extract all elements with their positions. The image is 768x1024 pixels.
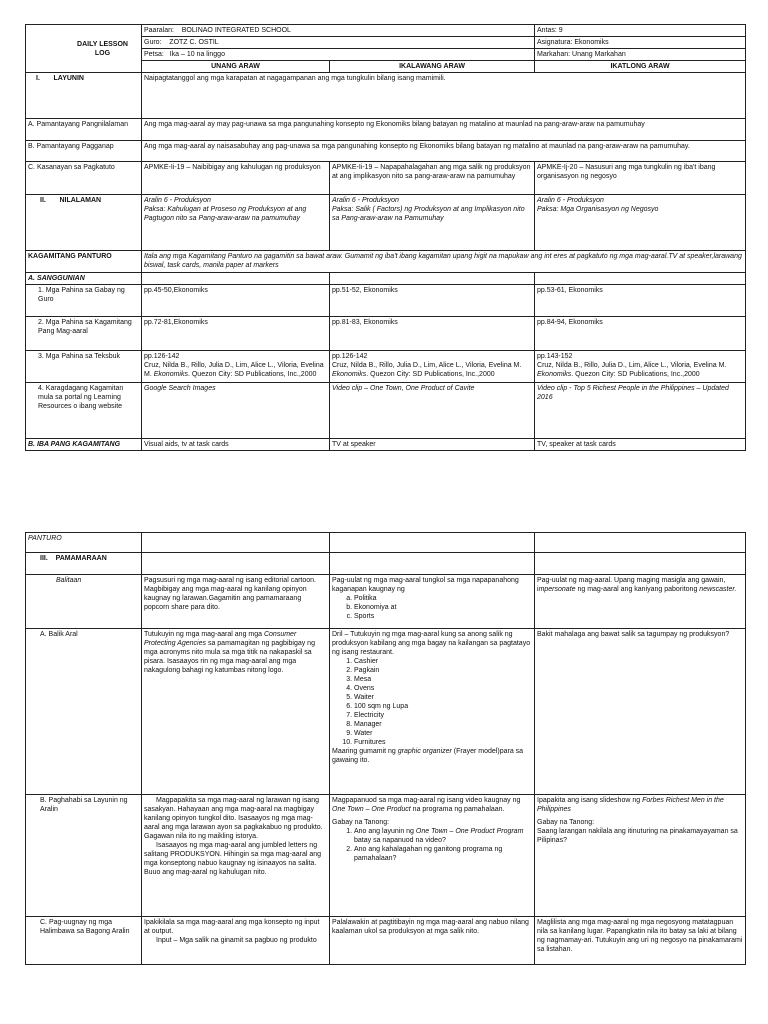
text-run: Tutukuyin ng mga mag-aaral ang mga (144, 631, 264, 638)
empty-cell (330, 273, 535, 285)
balitaan-label: Balitaan (26, 575, 142, 629)
std-performance-label: B. Pamantayang Pagganap (26, 141, 142, 162)
empty-cell (330, 533, 535, 553)
pag-uugnay-day2: Palalawakin at pagtitibayin ng mga mag-aaral ang nabuo nilang kaalaman ukol sa produksyon at mga salik nito. (330, 917, 535, 965)
objectives-text: Naipagtatanggol ang mga karapatan at nagagampanan ang mga tungkulin bilang isang mamimili. (142, 73, 746, 119)
text-run: graphic organizer (397, 748, 452, 755)
pag-uugnay-day1-input: Input – Mga salik na ginamit sa pagbuo ng produkto (156, 937, 317, 944)
std-content-text: Ang mga mag-aaral ay may pag-unawa sa mga pangunahing konsepto ng Ekonomiks bilang batayan ng matalino at maunlad na pang-araw-araw na pamumuhay (142, 119, 746, 141)
empty-cell (330, 553, 535, 575)
dll-title-line1: DAILY LESSON (77, 40, 128, 48)
content-day3-topic: Paksa: Mga Organisasyon ng Negosyo (537, 206, 659, 213)
empty-cell (142, 553, 330, 575)
balitaan-day2-list (332, 594, 532, 621)
paghahabi-day3-guide: Gabay na Tanong: (537, 819, 595, 826)
list-item: c. Sports (354, 612, 532, 621)
text-run: Pag-uulat ng mag-aaral. Upang maging masigla ang gawain, i (537, 577, 726, 593)
empty-cell (142, 533, 330, 553)
list-item: 9. Water (354, 729, 532, 738)
list-item: b. Ekonomiya at (354, 603, 532, 612)
textbook-day1 (142, 351, 330, 383)
textbook-day2-citation (332, 361, 532, 379)
references-label: A. SANGGUNIAN (26, 273, 142, 285)
learner-pages-label: 2. Mga Pahina sa Kagamitang Pang Mag-aaral (26, 317, 142, 351)
list-item: 5. Waiter (354, 693, 532, 702)
text-run: mpersonate (538, 586, 576, 593)
content-day3 (535, 195, 746, 251)
school-value: BOLINAO INTEGRATED SCHOOL (181, 27, 291, 34)
text-run: One Town – One Product Program (415, 828, 524, 835)
pag-uugnay-day1-text: Ipakikilala sa mga mag-aaral ang mga konsepto ng input at output. (144, 919, 320, 935)
text-run: Ipapakita ang isang slideshow ng (537, 797, 643, 804)
empty-cell (535, 533, 746, 553)
lesson-log-table-page2 (25, 532, 746, 965)
textbook-day2 (330, 351, 535, 383)
citation-authors: Cruz, Nilda B., Rillo, Julia D., Lim, Alice L., Viloria, Evelina M. (332, 362, 522, 369)
list-item: 8. Manager (354, 720, 532, 729)
teacher-value: ZOTZ C. OSTIL (169, 39, 219, 46)
paghahabi-day1-p2: Isasaayos ng mga mag-aaral ang jumbled letters ng salitang PRODUKSYON. Hihingin sa mga mag-aaral ang mga konseptong nabuo kaugnay ng isinaayos na salita. Buuo ang mag-aaral ng kahulugan nito. (144, 842, 322, 876)
list-item: 3. Mesa (354, 675, 532, 684)
guide-pages-day2: pp.51-52, Ekonomiks (330, 285, 535, 317)
teacher-label: Guro: (144, 39, 162, 46)
objectives-label: LAYUNIN (53, 75, 84, 82)
content-day3-lesson: Aralin 6 - Produksyon (537, 197, 604, 204)
list-item (354, 827, 532, 845)
pag-uugnay-day1 (142, 917, 330, 965)
list-item: 4. Ovens (354, 684, 532, 693)
list-item: a. Politika (354, 594, 532, 603)
content-day2 (330, 195, 535, 251)
content-day2-lesson: Aralin 6 - Produksyon (332, 197, 399, 204)
content-day1-topic: Paksa: Kahulugan at Proseso ng Produksyon at ang Pagtugon nito sa Pang-araw-araw na pamumuhay (144, 206, 307, 222)
objectives-label-cell (26, 73, 142, 119)
pag-uugnay-day3: Maglilista ang mga mag-aaral ng mga negosyong matatagpuan nila sa kanilang lugar. Papangkatin nila ito batay sa laki at bilang ng nagmamay-ari. Tutukuyin ang uri ng negosyo na pinakamarami sa listahan. (535, 917, 746, 965)
competency-day3: APMKE-Ij-20 – Nasusuri ang mga tungkulin ng iba't ibang organisasyon ng negosyo (535, 162, 746, 195)
school-label: Paaralan: (144, 27, 174, 34)
list-item: 2. Pagkain (354, 666, 532, 675)
guide-pages-label: 1. Mga Pahina sa Gabay ng Guro (26, 285, 142, 317)
panturo-label: PANTURO (26, 533, 142, 553)
balik-aral-day2-note (332, 747, 532, 765)
list-item: 1. Cashier (354, 657, 532, 666)
date-label: Petsa: (144, 51, 164, 58)
lr-portal-day1: Google Search Images (142, 383, 330, 439)
guide-pages-day1: pp.45-50,Ekonomiks (142, 285, 330, 317)
day1-header: UNANG ARAW (142, 61, 330, 73)
paghahabi-day3-text (537, 796, 743, 814)
balik-aral-day3: Bakit mahalaga ang bawat salik sa tagumpay ng produksyon? (535, 629, 746, 795)
textbook-pages-label: 3. Mga Pahina sa Teksbuk (26, 351, 142, 383)
other-materials-day1: Visual aids, tv at task cards (142, 439, 330, 451)
lr-portal-label: 4. Karagdagang Kagamitan mula sa portal ng Learning Resources o ibang website (26, 383, 142, 439)
std-performance-text: Ang mga mag-aaral ay naisasabuhay ang pag-unawa sa mga pangunahing konsepto ng Ekonomiks bilang batayan ng matalino at maunlad na pang-araw-araw na pamumuhay. (142, 141, 746, 162)
list-item: 6. 100 sqm ng Lupa (354, 702, 532, 711)
text-run: newscaster. (699, 586, 737, 593)
balitaan-day3 (535, 575, 746, 629)
citation-publisher: . Quezon City: SD Publications, Inc.,2000 (571, 371, 700, 378)
subject-cell: Asignatura: Ekonomiks (535, 37, 746, 49)
objectives-num: I. (36, 75, 40, 82)
text-run: (Frayer model)para sa gawaing ito. (332, 748, 524, 764)
paghahabi-day1 (142, 795, 330, 917)
balik-aral-label: A. Balik Aral (26, 629, 142, 795)
text-run: Magpapanuod sa mga mag-aaral ng isang video kaugnay ng (332, 797, 521, 804)
textbook-day3-citation (537, 361, 743, 379)
materials-text: Itala ang mga Kagamitang Panturo na gagamitin sa bawat araw. Gumamit ng iba't ibang kagamitan upang higit na mapukaw ang int eres at pagkatuto ng mga mag-aaral.TV at speaker,larawang biswal, task cards, manila paper at markers (142, 251, 746, 273)
day3-header: IKATLONG ARAW (535, 61, 746, 73)
balik-aral-day1 (142, 629, 330, 795)
balik-aral-day2-text: Dril – Tutukuyin ng mga mag-aaral kung sa anong salik ng produksyon kabilang ang mga bagay na kailangan sa pagtatayo ng isang restaurant. (332, 631, 531, 656)
citation-publisher: . Quezon City: SD Publications, Inc.,2000 (187, 371, 317, 378)
paghahabi-day3-question: Saang larangan nakilala ang itinuturing na pinakamayayaman sa Pilipinas? (537, 828, 738, 844)
paghahabi-day1-p1: Magpapakita sa mga mag-aaral ng larawan ng isang sasakyan. Hahayaan ang mga mag-aaral na magbigay kanilang opinyon tungkol dito. Isasaayos ng mga mag-aaral ang mga larawan ayon sa pagkakabuo ng produkto. Gagawan nila ito ng maikling istorya. (144, 797, 323, 840)
paghahabi-day3 (535, 795, 746, 917)
learner-pages-day3: pp.84-94, Ekonomiks (535, 317, 746, 351)
date-cell (142, 49, 535, 61)
other-materials-day3: TV, speaker at task cards (535, 439, 746, 451)
content-num: II. (40, 197, 46, 204)
text-run: Ano ang layunin ng (354, 828, 416, 835)
empty-cell (142, 273, 330, 285)
lr-portal-day3: Video clip - Top 5 Richest People in the Philippines – Updated 2016 (535, 383, 746, 439)
pag-uugnay-label: C. Pag-uugnay ng mga Halimbawa sa Bagong Aralin (26, 917, 142, 965)
text-run: batay sa napanuod na video? (354, 837, 446, 844)
text-run: ng mag-aaral ang kaniyang paboritong (575, 586, 700, 593)
balik-aral-day2 (330, 629, 535, 795)
paghahabi-day2-questions (332, 827, 532, 863)
textbook-day2-pages: pp.126-142 (332, 353, 368, 360)
list-item: 2. Ano ang kahalagahan ng ganitong programa ng pamahalaan? (354, 845, 532, 863)
content-day2-topic: Paksa: Salik ( Factors) ng Produksyon at ang Implikasyon nito sa Pang-araw-araw na Pamumuhay (332, 206, 525, 222)
content-day1-lesson: Aralin 6 - Produksyon (144, 197, 211, 204)
paghahabi-day2-guide: Gabay na Tanong: (332, 819, 390, 826)
lesson-log-table-page1 (25, 24, 746, 451)
other-materials-day2: TV at speaker (330, 439, 535, 451)
content-day1 (142, 195, 330, 251)
textbook-day3-pages: pp.143-152 (537, 353, 573, 360)
competency-day2: APMKE-Ii-19 – Napapahalagahan ang mga salik ng produksyon at ang implikasyon nito sa pang-araw-araw na pamumuhay (330, 162, 535, 195)
std-content-label: A. Pamantayang Pangnilalaman (26, 119, 142, 141)
citation-authors: Cruz, Nilda B., Rillo, Julia D., Lim, Alice L., Viloria, Evelina M. (144, 362, 324, 378)
content-label: NILALAMAN (59, 197, 102, 204)
procedure-label: PAMAMARAAN (55, 555, 107, 562)
competency-day1: APMKE-Ii-19 – Naibibigay ang kahulugan ng produksyon (142, 162, 330, 195)
citation-publisher: . Quezon City: SD Publications, Inc.,2000 (366, 371, 495, 378)
textbook-day1-citation (144, 361, 327, 379)
balitaan-day2 (330, 575, 535, 629)
other-materials-label: B. IBA PANG KAGAMITANG (26, 439, 142, 451)
competency-label: C. Kasanayan sa Pagkatuto (26, 162, 142, 195)
text-run: Forbes Richest Men in the Philippines (537, 797, 724, 813)
balitaan-day1: Pagsusuri ng mga mag-aaral ng isang editorial cartoon. Magbibigay ang mga mag-aaral ng kanilang opinyon kaugnay ng larawan.Gagamitin ang pamamaraang popcorn share para dito. (142, 575, 330, 629)
textbook-day1-pages: pp.126-142 (144, 353, 180, 360)
empty-cell (535, 273, 746, 285)
grade-cell: Antas: 9 (535, 25, 746, 37)
dll-title-cell (26, 25, 142, 73)
citation-title: Ekonomiks (332, 371, 367, 378)
procedure-label-cell (26, 553, 142, 575)
textbook-day3 (535, 351, 746, 383)
guide-pages-day3: pp.53-61, Ekonomiks (535, 285, 746, 317)
content-label-cell (26, 195, 142, 251)
teacher-cell (142, 37, 535, 49)
paghahabi-label: B. Paghahabi sa Layunin ng Aralin (26, 795, 142, 917)
procedure-num: III. (40, 555, 48, 562)
date-value: Ika – 10 na linggo (169, 51, 225, 58)
citation-title: Ekonomiks (153, 371, 188, 378)
list-item: 10. Furnitures (354, 738, 532, 747)
paghahabi-day2-text (332, 796, 532, 814)
school-cell (142, 25, 535, 37)
text-run: Maaring gumamit ng (332, 748, 398, 755)
empty-cell (535, 553, 746, 575)
text-run: na programa ng pamahalaan. (410, 806, 505, 813)
text-run: sa pamamagitan ng pagbibigay ng mga acronyms nito mula sa mga titik na nakapaskil sa pisara. Isasaayos rin ng mga mag-aaral ang mga nakagulong bahagi ng katumbas nitong logo. (144, 640, 315, 674)
quarter-cell: Markahan: Unang Markahan (535, 49, 746, 61)
balik-aral-day2-list (332, 657, 532, 747)
citation-title: Ekonomiks (537, 371, 572, 378)
balitaan-day2-text: Pag-uulat ng mga mag-aaral tungkol sa mga napapanahong kaganapan kaugnay ng (332, 577, 519, 593)
dll-title-line2: LOG (94, 49, 111, 57)
text-run: One Town – One Product (332, 806, 411, 813)
text-run: Consumer Protecting Agencies (144, 631, 297, 647)
lr-portal-day2: Video clip – One Town, One Product of Cavite (330, 383, 535, 439)
learner-pages-day1: pp.72-81,Ekonomiks (142, 317, 330, 351)
materials-label: KAGAMITANG PANTURO (26, 251, 142, 273)
learner-pages-day2: pp.81-83, Ekonomiks (330, 317, 535, 351)
day2-header: IKALAWANG ARAW (330, 61, 535, 73)
citation-authors: Cruz, Nilda B., Rillo, Julia D., Lim, Alice L., Viloria, Evelina M. (537, 362, 727, 369)
list-item: 7. Electricity (354, 711, 532, 720)
paghahabi-day2 (330, 795, 535, 917)
